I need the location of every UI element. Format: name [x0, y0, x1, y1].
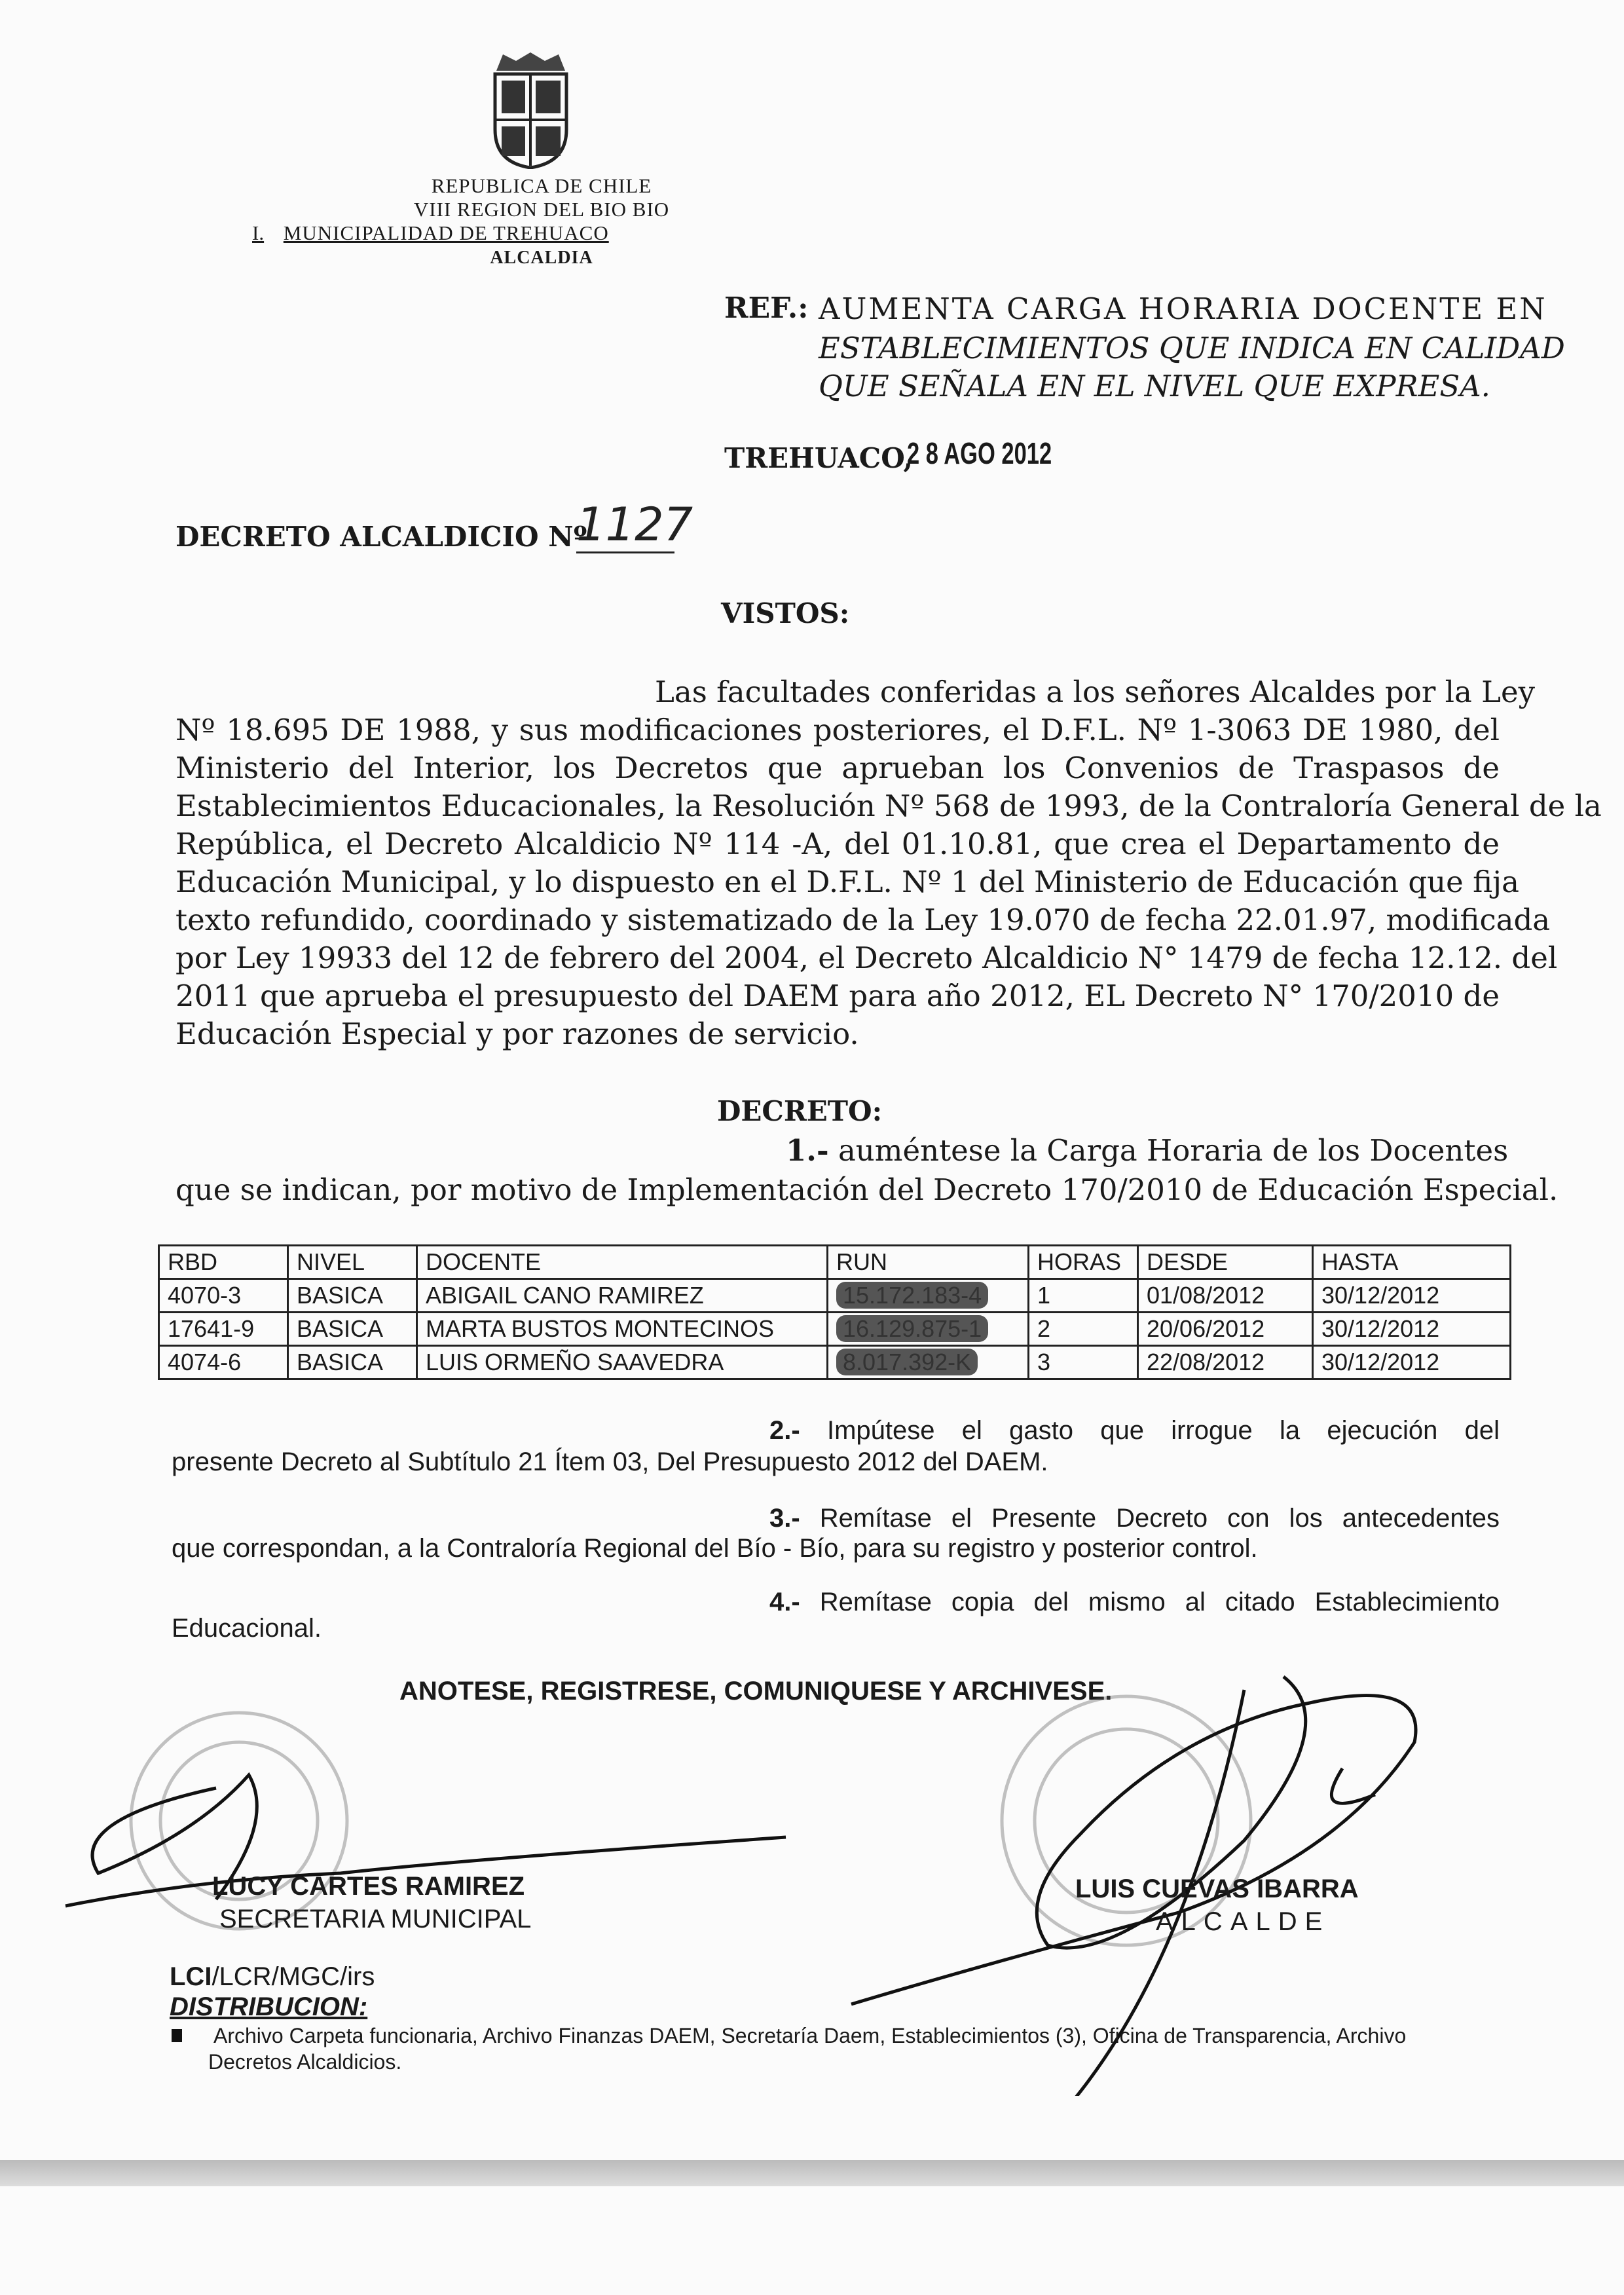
ref-label: REF.:	[724, 291, 809, 325]
table-header: DESDE	[1138, 1246, 1313, 1279]
cell-desde: 22/08/2012	[1138, 1346, 1313, 1379]
cell-horas: 1	[1029, 1279, 1138, 1313]
vistos-line: 2011 que aprueba el presupuesto del DAEM para año 2012, EL Decreto N° 170/2010 de	[175, 979, 1500, 1013]
secretary-title: SECRETARIA MUNICIPAL	[219, 1905, 532, 1933]
cell-horas: 2	[1029, 1313, 1138, 1346]
decree-number-handwritten: 1127	[576, 498, 674, 553]
distribution-line-1: Archivo Carpeta funcionaria, Archivo Finanzas DAEM, Secretaría Daem, Establecimientos (3), Oficina de Transparencia, Archivo	[213, 2024, 1407, 2047]
header-office: ALCALDIA	[490, 248, 593, 268]
item-4-first	[769, 1588, 1500, 1617]
item-4-num: 4.-	[769, 1588, 800, 1616]
item-1-text: auméntese la Carga Horaria de los Docentes	[838, 1133, 1509, 1168]
vistos-line: Las facultades conferidas a los señores Alcaldes por la Ley	[655, 675, 1536, 709]
vistos-line: texto refundido, coordinado y sistematizado de la Ley 19.070 de fecha 22.01.97, modificada	[175, 903, 1551, 937]
coat-of-arms-icon	[490, 51, 572, 169]
vistos-line: Educación Especial y por razones de servicio.	[175, 1017, 859, 1051]
header-municipality-line	[252, 221, 609, 245]
cell-nivel: BASICA	[288, 1279, 417, 1313]
cell-run	[828, 1346, 1029, 1379]
cell-desde: 01/08/2012	[1138, 1279, 1313, 1313]
table-row	[159, 1346, 1511, 1379]
mayor-title: ALCALDE	[1156, 1907, 1331, 1936]
initials-rest: /LCR/MGC/irs	[212, 1962, 375, 1991]
ref-line-2: ESTABLECIMIENTOS QUE INDICA EN CALIDAD	[819, 331, 1565, 365]
cell-hasta: 30/12/2012	[1313, 1346, 1511, 1379]
ref-line-3: QUE SEÑALA EN EL NIVEL QUE EXPRESA.	[819, 369, 1490, 403]
vistos-line: por Ley 19933 del 12 de febrero del 2004, el Decreto Alcaldicio N° 1479 de fecha 12.12. del	[175, 941, 1558, 975]
decreto-title: DECRETO:	[717, 1095, 883, 1127]
item-3-second: que correspondan, a la Contraloría Regional del Bío - Bío, para su registro y posterior control.	[172, 1534, 1258, 1563]
cell-horas: 3	[1029, 1346, 1138, 1379]
scan-edge-band	[0, 2160, 1624, 2186]
vistos-title: VISTOS:	[721, 597, 850, 629]
ref-line-1: AUMENTA CARGA HORARIA DOCENTE EN	[819, 291, 1547, 326]
bullet-square-icon	[172, 2029, 182, 2042]
cell-docente: MARTA BUSTOS MONTECINOS	[417, 1313, 828, 1346]
cell-run	[828, 1279, 1029, 1313]
vistos-line: Establecimientos Educacionales, la Resolución Nº 568 de 1993, de la Contraloría General de la	[175, 789, 1602, 823]
item-4-text: Remítase copia del mismo al citado Establecimiento	[819, 1588, 1500, 1616]
vistos-line: Ministerio del Interior, los Decretos que aprueban los Convenios de Traspasos de	[175, 751, 1500, 785]
date-stamp: 2 8 AGO 2012	[907, 436, 1052, 470]
cell-desde: 20/06/2012	[1138, 1313, 1313, 1346]
closing-formula: ANOTESE, REGISTRESE, COMUNIQUESE Y ARCHIVESE.	[399, 1677, 1113, 1706]
cell-hasta: 30/12/2012	[1313, 1313, 1511, 1346]
item-2-text: Impútese el gasto que irrogue la ejecución del	[826, 1416, 1500, 1445]
item-3-num: 3.-	[769, 1504, 800, 1533]
cell-rbd: 17641-9	[159, 1313, 288, 1346]
cell-run	[828, 1313, 1029, 1346]
header-municipality: MUNICIPALIDAD DE TREHUACO	[283, 221, 609, 244]
table-header: HORAS	[1029, 1246, 1138, 1279]
cell-rbd: 4070-3	[159, 1279, 288, 1313]
item-2-num: 2.-	[769, 1416, 800, 1445]
cell-docente: ABIGAIL CANO RAMIREZ	[417, 1279, 828, 1313]
teachers-table	[158, 1244, 1511, 1380]
item-4-second: Educacional.	[172, 1614, 322, 1643]
item-1-second: que se indican, por motivo de Implementación del Decreto 170/2010 de Educación Especial.	[175, 1172, 1559, 1207]
table-row	[159, 1279, 1511, 1313]
secretary-name: LUCY CARTES RAMIREZ	[212, 1872, 525, 1901]
item-3-text: Remítase el Presente Decreto con los antecedentes	[819, 1504, 1500, 1533]
item-3-first	[769, 1504, 1500, 1533]
initials-bold: LCI	[170, 1962, 212, 1991]
vistos-line: Nº 18.695 DE 1988, y sus modificaciones posteriores, el D.F.L. Nº 1-3063 DE 1980, del	[175, 713, 1500, 747]
table-header: RUN	[828, 1246, 1029, 1279]
cell-hasta: 30/12/2012	[1313, 1279, 1511, 1313]
item-2-first	[769, 1416, 1500, 1446]
table-header-row	[159, 1246, 1511, 1279]
table-row	[159, 1313, 1511, 1346]
cell-nivel: BASICA	[288, 1313, 417, 1346]
cell-rbd: 4074-6	[159, 1346, 288, 1379]
cell-docente: LUIS ORMEÑO SAAVEDRA	[417, 1346, 828, 1379]
place: TREHUACO,	[724, 442, 913, 474]
distribution-label: DISTRIBUCION:	[170, 1992, 368, 2021]
item-1-first	[786, 1133, 1508, 1168]
distribution-line-2: Decretos Alcaldicios.	[208, 2050, 402, 2074]
mayor-name: LUIS CUEVAS IBARRA	[1075, 1875, 1359, 1903]
initials	[170, 1962, 375, 1992]
cell-nivel: BASICA	[288, 1346, 417, 1379]
table-header: DOCENTE	[417, 1246, 828, 1279]
header-region: VIII REGION DEL BIO BIO	[413, 198, 670, 221]
item-1-num: 1.-	[786, 1133, 829, 1168]
redacted-run: 16.129.875-1	[836, 1315, 988, 1342]
item-2-second: presente Decreto al Subtítulo 21 Ítem 03, Del Presupuesto 2012 del DAEM.	[172, 1447, 1048, 1476]
redacted-run: 8.017.392-K	[836, 1349, 978, 1375]
table-header: NIVEL	[288, 1246, 417, 1279]
vistos-line: República, el Decreto Alcaldicio Nº 114 -A, del 01.10.81, que crea el Departamento de	[175, 827, 1500, 861]
header-municipality-prefix: I.	[252, 221, 265, 244]
table-header: RBD	[159, 1246, 288, 1279]
table-header: HASTA	[1313, 1246, 1511, 1279]
header-country: REPUBLICA DE CHILE	[431, 174, 652, 197]
vistos-line: Educación Municipal, y lo dispuesto en el D.F.L. Nº 1 del Ministerio de Educación que fija	[175, 865, 1519, 899]
redacted-run: 15.172.183-4	[836, 1282, 988, 1309]
decree-number-label: DECRETO ALCALDICIO Nº	[175, 521, 587, 553]
